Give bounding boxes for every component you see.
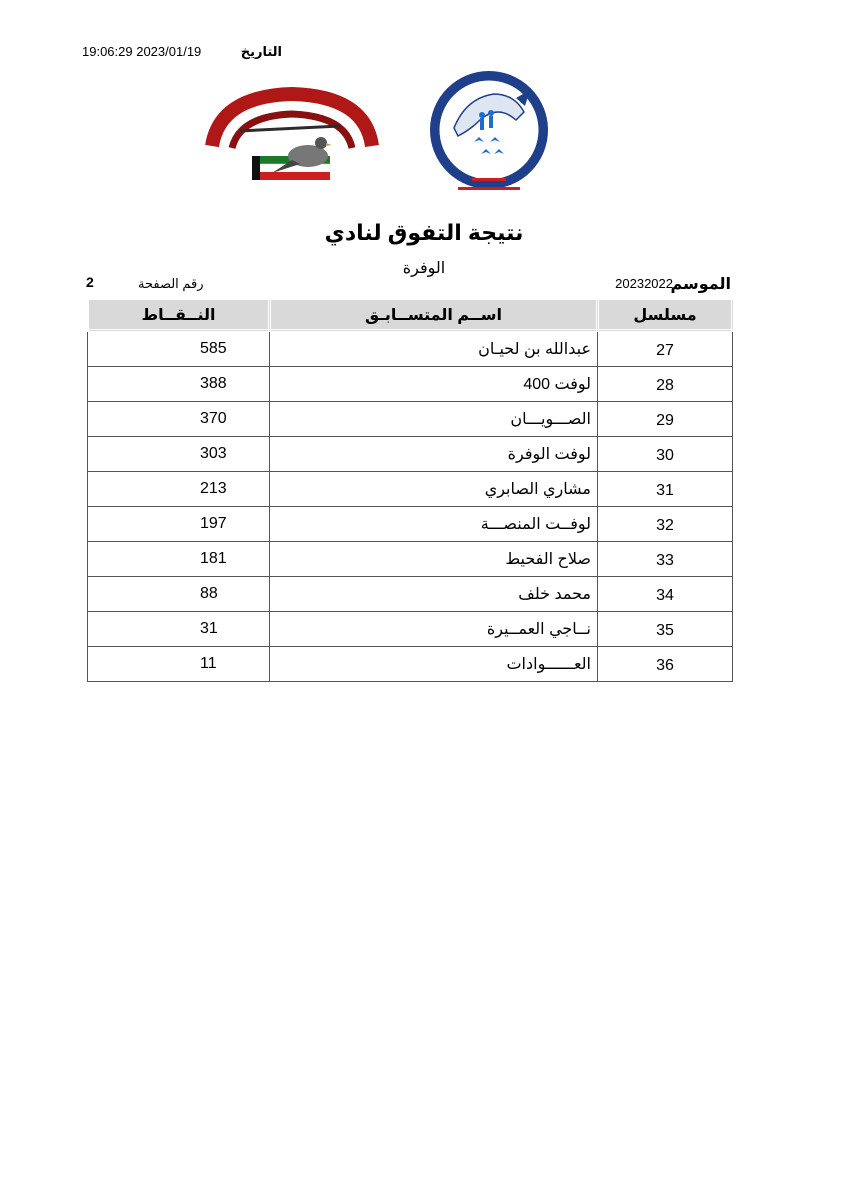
page-number: 2 [86, 274, 94, 290]
table-row [88, 507, 733, 542]
cell-points: 197 [88, 507, 270, 542]
cell-name: صلاح الفحيط [270, 542, 598, 577]
table-row [88, 612, 733, 647]
cell-name: مشاري الصابري [270, 472, 598, 507]
cell-points: 370 [88, 402, 270, 437]
cell-name: عبدالله بن لحيـان [270, 331, 598, 367]
table-row [88, 647, 733, 682]
cell-serial: 30 [598, 437, 733, 472]
cell-points: 303 [88, 437, 270, 472]
cell-name: العــــــوادات [270, 647, 598, 682]
results-table [86, 297, 734, 682]
table-row [88, 577, 733, 612]
cell-serial: 34 [598, 577, 733, 612]
cell-name: لوفت الوفرة [270, 437, 598, 472]
cell-points: 11 [88, 647, 270, 682]
page-number-label: رقم الصفحة [138, 276, 204, 291]
header-name: اســم المتســابـق [270, 299, 598, 331]
club-logo [200, 76, 385, 191]
cell-name: محمد خلف [270, 577, 598, 612]
cell-serial: 28 [598, 367, 733, 402]
cell-serial: 35 [598, 612, 733, 647]
report-meta-row [86, 274, 731, 294]
table-row [88, 472, 733, 507]
table-row [88, 331, 733, 367]
table-row [88, 402, 733, 437]
cell-points: 181 [88, 542, 270, 577]
federation-logo [428, 70, 550, 198]
table-row [88, 437, 733, 472]
cell-serial: 29 [598, 402, 733, 437]
cell-serial: 36 [598, 647, 733, 682]
cell-points: 388 [88, 367, 270, 402]
cell-serial: 31 [598, 472, 733, 507]
cell-serial: 32 [598, 507, 733, 542]
cell-points: 31 [88, 612, 270, 647]
cell-points: 213 [88, 472, 270, 507]
report-title: نتيجة التفوق لنادي [324, 220, 524, 245]
season-label: الموسم [670, 276, 731, 293]
cell-name: نــاجي العمــيرة [270, 612, 598, 647]
print-date-row [82, 44, 282, 62]
header-points: النــقــاط [88, 299, 270, 331]
cell-name: الصـــويـــان [270, 402, 598, 437]
table-row [88, 367, 733, 402]
cell-points: 88 [88, 577, 270, 612]
print-date-label: التاريخ [240, 44, 282, 59]
cell-points: 585 [88, 331, 270, 367]
print-date-value: 19:06:29 2023/01/19 [82, 44, 202, 59]
header-serial: مسلسل [598, 299, 733, 331]
cell-name: لوفت 400 [270, 367, 598, 402]
table-row [88, 542, 733, 577]
club-name: الوفرة [402, 260, 446, 277]
cell-serial: 33 [598, 542, 733, 577]
table-header-row [88, 299, 733, 331]
cell-serial: 27 [598, 331, 733, 367]
cell-name: لوفــت المنصـــة [270, 507, 598, 542]
season-value: 20232022 [615, 276, 673, 291]
